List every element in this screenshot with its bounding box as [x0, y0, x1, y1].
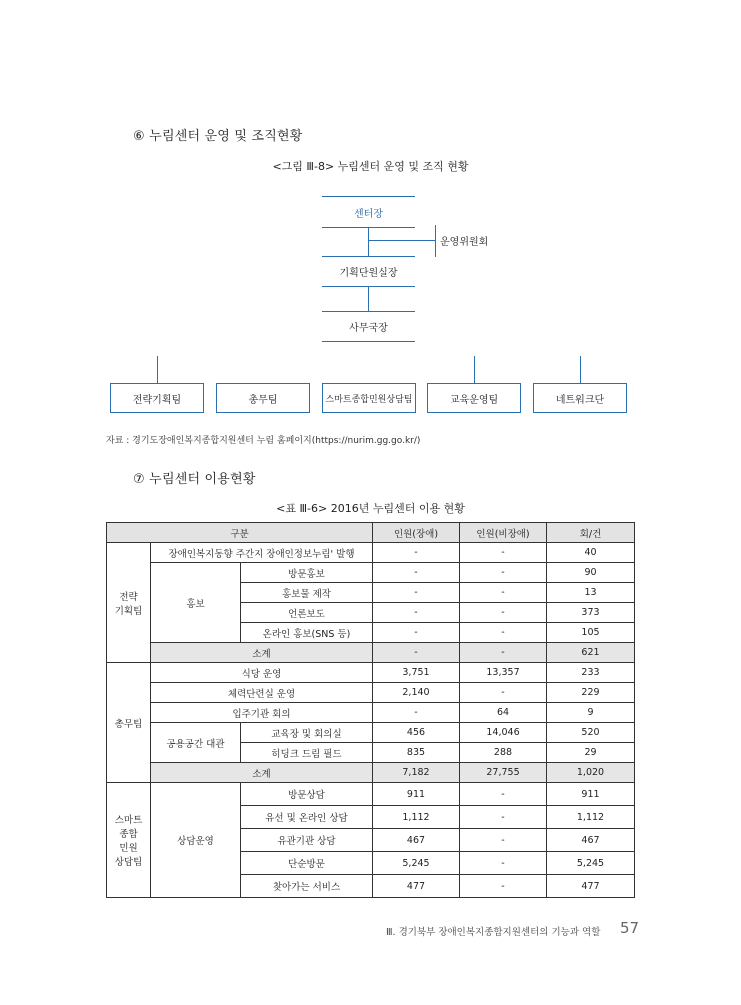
cell-nondisabled: 27,755: [460, 763, 547, 783]
cell-disabled: 835: [373, 743, 460, 763]
cell-nondisabled: -: [460, 603, 547, 623]
table-row: [107, 563, 635, 583]
cell-nondisabled: -: [460, 623, 547, 643]
cell-nondisabled: 14,046: [460, 723, 547, 743]
group-cell-general: 총무팀: [107, 663, 151, 783]
cell-nondisabled: -: [460, 643, 547, 663]
cell-disabled: 3,751: [373, 663, 460, 683]
row-label: 방문홍보: [241, 563, 373, 583]
row-label: 유관기관 상담: [241, 829, 373, 852]
cell-nondisabled: -: [460, 583, 547, 603]
figure-caption: <그림 Ⅲ-8> 누림센터 운영 및 조직 현황: [272, 160, 469, 173]
table-header-cell: 인원(장애): [373, 523, 460, 543]
table-subtotal-row: [107, 763, 635, 783]
table-row: [107, 683, 635, 703]
cell-disabled: 456: [373, 723, 460, 743]
cell-disabled: 467: [373, 829, 460, 852]
cell-nondisabled: -: [460, 829, 547, 852]
row-label: 홍보물 제작: [241, 583, 373, 603]
table-row: [107, 703, 635, 723]
cell-disabled: -: [373, 623, 460, 643]
subgroup-cell-space: 공용공간 대관: [151, 723, 241, 763]
usage-table: [106, 522, 635, 898]
connector-line: [368, 228, 369, 256]
section-7-title: ⑦ 누림센터 이용현황: [133, 472, 256, 487]
cell-nondisabled: -: [460, 875, 547, 898]
org-secretary-box: [322, 311, 415, 342]
org-team-box: [322, 383, 416, 413]
org-team-label: 교육운영팀: [449, 394, 499, 406]
row-label: 방문상담: [241, 783, 373, 806]
row-label: 온라인 홍보(SNS 등): [241, 623, 373, 643]
figure-source: 자료 : 경기도장애인복지종합지원센터 누림 홈페이지(https://nurim.gg.go.kr/): [106, 436, 421, 446]
cell-nondisabled: -: [460, 683, 547, 703]
org-team-box: [110, 383, 204, 413]
table-header-cell: 구분: [107, 523, 373, 543]
cell-count: 29: [547, 743, 635, 763]
subtotal-label: 소계: [151, 643, 373, 663]
org-team-box: [533, 383, 627, 413]
cell-count: 105: [547, 623, 635, 643]
section-6-title: ⑥ 누림센터 운영 및 조직현황: [133, 129, 303, 144]
row-label: 찾아가는 서비스: [241, 875, 373, 898]
cell-disabled: 1,112: [373, 806, 460, 829]
cell-disabled: -: [373, 543, 460, 563]
table-row: [107, 723, 635, 743]
cell-count: 520: [547, 723, 635, 743]
connector-line: [580, 356, 581, 383]
cell-count: 90: [547, 563, 635, 583]
subgroup-cell-promo: 홍보: [151, 563, 241, 643]
cell-count: 1,020: [547, 763, 635, 783]
org-team-label: 총무팀: [248, 394, 278, 406]
row-label: 교육장 및 회의실: [241, 723, 373, 743]
row-label: 장애인복지동향 주간지 장애인정보누림' 발행: [151, 543, 373, 563]
row-label: 언론보도: [241, 603, 373, 623]
cell-disabled: 7,182: [373, 763, 460, 783]
cell-disabled: -: [373, 703, 460, 723]
connector-line: [474, 356, 475, 383]
cell-disabled: -: [373, 643, 460, 663]
cell-count: 5,245: [547, 852, 635, 875]
cell-count: 229: [547, 683, 635, 703]
table-header-cell: 인원(비장애): [460, 523, 547, 543]
cell-count: 1,112: [547, 806, 635, 829]
cell-count: 9: [547, 703, 635, 723]
org-team-box: [216, 383, 310, 413]
row-label: 히딩크 드림 필드: [241, 743, 373, 763]
org-director-box: [322, 196, 415, 228]
cell-nondisabled: -: [460, 806, 547, 829]
cell-disabled: 911: [373, 783, 460, 806]
cell-count: 621: [547, 643, 635, 663]
org-team-label: 전략기획팀: [132, 394, 182, 406]
row-label: 입주기관 회의: [151, 703, 373, 723]
connector-line: [368, 287, 369, 311]
group-cell-strategy: 전략 기획팀: [107, 543, 151, 663]
table-row: [107, 783, 635, 806]
row-label: 유선 및 온라인 상담: [241, 806, 373, 829]
table-header-cell: 회/건: [547, 523, 635, 543]
row-label: 식당 운영: [151, 663, 373, 683]
cell-disabled: -: [373, 583, 460, 603]
connector-line: [157, 356, 158, 383]
cell-count: 467: [547, 829, 635, 852]
subtotal-label: 소계: [151, 763, 373, 783]
connector-line: [435, 225, 436, 257]
org-team-label: 네트워크단: [555, 394, 605, 406]
org-team-label: 스마트종합민원상담팀: [325, 394, 413, 405]
row-label: 단순방문: [241, 852, 373, 875]
cell-count: 373: [547, 603, 635, 623]
row-label: 체력단련실 운영: [151, 683, 373, 703]
org-director-label: 센터장: [354, 208, 383, 220]
table-row: [107, 663, 635, 683]
cell-disabled: -: [373, 603, 460, 623]
cell-disabled: 2,140: [373, 683, 460, 703]
cell-disabled: 5,245: [373, 852, 460, 875]
cell-count: 40: [547, 543, 635, 563]
cell-nondisabled: -: [460, 543, 547, 563]
table-caption: <표 Ⅲ-6> 2016년 누림센터 이용 현황: [276, 502, 465, 515]
table-subtotal-row: [107, 643, 635, 663]
connector-line: [368, 240, 435, 241]
cell-count: 13: [547, 583, 635, 603]
cell-nondisabled: 13,357: [460, 663, 547, 683]
cell-count: 233: [547, 663, 635, 683]
org-team-box: [427, 383, 521, 413]
table-row: [107, 543, 635, 563]
org-committee-label: 운영위원회: [440, 237, 489, 248]
cell-nondisabled: -: [460, 563, 547, 583]
cell-disabled: -: [373, 563, 460, 583]
org-secretary-label: 사무국장: [349, 323, 388, 334]
group-cell-smart: 스마트 종합 민원 상담팀: [107, 783, 151, 898]
subgroup-cell-consult: 상담운영: [151, 783, 241, 898]
cell-nondisabled: -: [460, 783, 547, 806]
table-header-row: [107, 523, 635, 543]
running-footer: Ⅲ. 경기북부 장애인복지종합지원센터의 기능과 역할: [386, 927, 601, 938]
cell-count: 477: [547, 875, 635, 898]
page-number: 57: [620, 919, 640, 937]
cell-count: 911: [547, 783, 635, 806]
cell-disabled: 477: [373, 875, 460, 898]
org-planning-box: [322, 256, 415, 287]
org-planning-label: 기획단원실장: [339, 268, 398, 279]
cell-nondisabled: 288: [460, 743, 547, 763]
cell-nondisabled: 64: [460, 703, 547, 723]
cell-nondisabled: -: [460, 852, 547, 875]
